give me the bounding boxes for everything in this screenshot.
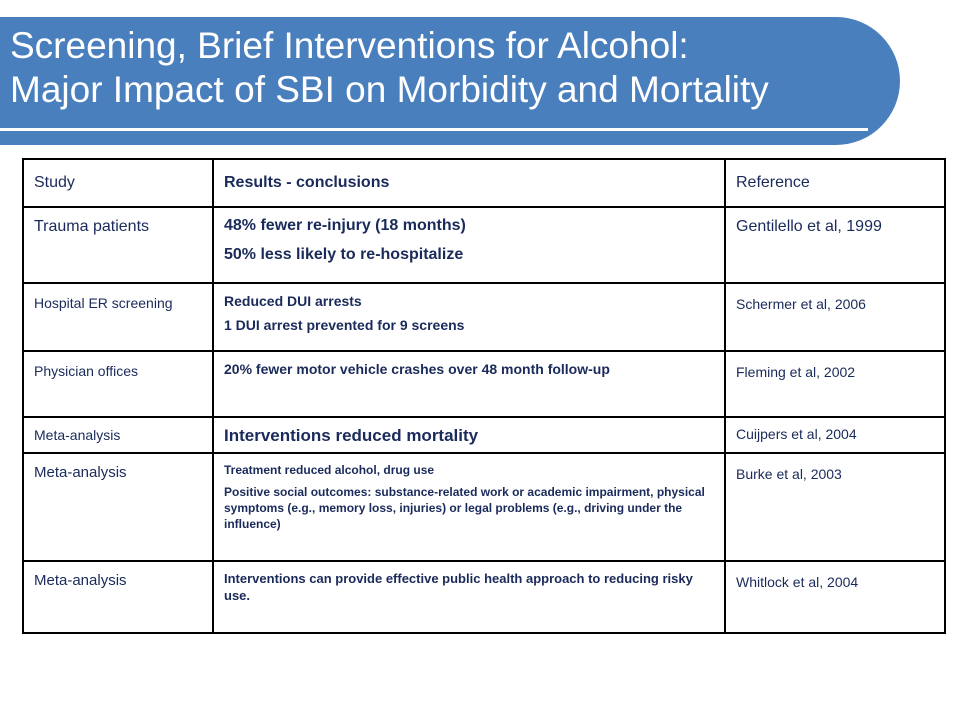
slide-title-line-2: Major Impact of SBI on Morbidity and Mortality bbox=[10, 69, 769, 110]
study-text: Trauma patients bbox=[34, 218, 150, 235]
study-cell bbox=[23, 561, 213, 633]
table-row bbox=[23, 453, 945, 561]
result-line: 1 DUI arrest prevented for 9 screens bbox=[224, 317, 465, 333]
table-row bbox=[23, 417, 945, 453]
result-line: 20% fewer motor vehicle crashes over 48 month follow-up bbox=[224, 361, 610, 377]
study-text: Meta-analysis bbox=[34, 464, 127, 481]
result-line: 48% fewer re-injury (18 months) bbox=[224, 217, 466, 234]
study-text: Meta-analysis bbox=[34, 427, 121, 443]
reference-text: Burke et al, 2003 bbox=[736, 466, 842, 482]
table-row bbox=[23, 351, 945, 417]
study-text: Physician offices bbox=[34, 363, 139, 379]
results-cell bbox=[213, 351, 725, 417]
header-study: Study bbox=[23, 159, 213, 207]
slide-title-line-1: Screening, Brief Interventions for Alcohol: bbox=[10, 25, 689, 66]
table-row bbox=[23, 283, 945, 351]
reference-cell bbox=[725, 207, 945, 283]
results-cell bbox=[213, 561, 725, 633]
results-cell bbox=[213, 453, 725, 561]
results-cell bbox=[213, 417, 725, 453]
reference-text: Whitlock et al, 2004 bbox=[736, 574, 859, 590]
reference-text: Cuijpers et al, 2004 bbox=[736, 426, 857, 442]
study-cell bbox=[23, 453, 213, 561]
reference-cell bbox=[725, 453, 945, 561]
result-line: Interventions reduced mortality bbox=[224, 426, 479, 445]
slide-title bbox=[10, 24, 890, 112]
study-text: Hospital ER screening bbox=[34, 295, 173, 311]
table-row bbox=[23, 207, 945, 283]
study-cell bbox=[23, 283, 213, 351]
study-text: Meta-analysis bbox=[34, 572, 127, 589]
reference-text: Gentilello et al, 1999 bbox=[736, 218, 882, 235]
table-header-row bbox=[23, 159, 945, 207]
result-line: Positive social outcomes: substance-related work or academic impairment, physical symptoms (e.g., memory loss, injuries) or legal problems (e.g., driving under the influence) bbox=[224, 485, 705, 531]
study-cell bbox=[23, 207, 213, 283]
results-cell bbox=[213, 207, 725, 283]
result-line: Treatment reduced alcohol, drug use bbox=[224, 463, 435, 477]
result-line: Interventions can provide effective public health approach to reducing risky use. bbox=[224, 571, 693, 603]
result-line: Reduced DUI arrests bbox=[224, 293, 362, 309]
reference-cell bbox=[725, 351, 945, 417]
results-table bbox=[22, 158, 946, 634]
table-row bbox=[23, 561, 945, 633]
reference-cell bbox=[725, 283, 945, 351]
header-results: Results - conclusions bbox=[213, 159, 725, 207]
header-reference: Reference bbox=[725, 159, 945, 207]
study-cell bbox=[23, 351, 213, 417]
reference-cell bbox=[725, 561, 945, 633]
results-cell bbox=[213, 283, 725, 351]
reference-cell bbox=[725, 417, 945, 453]
study-cell bbox=[23, 417, 213, 453]
reference-text: Fleming et al, 2002 bbox=[736, 364, 856, 380]
result-line: 50% less likely to re-hospitalize bbox=[224, 246, 464, 263]
reference-text: Schermer et al, 2006 bbox=[736, 296, 866, 312]
